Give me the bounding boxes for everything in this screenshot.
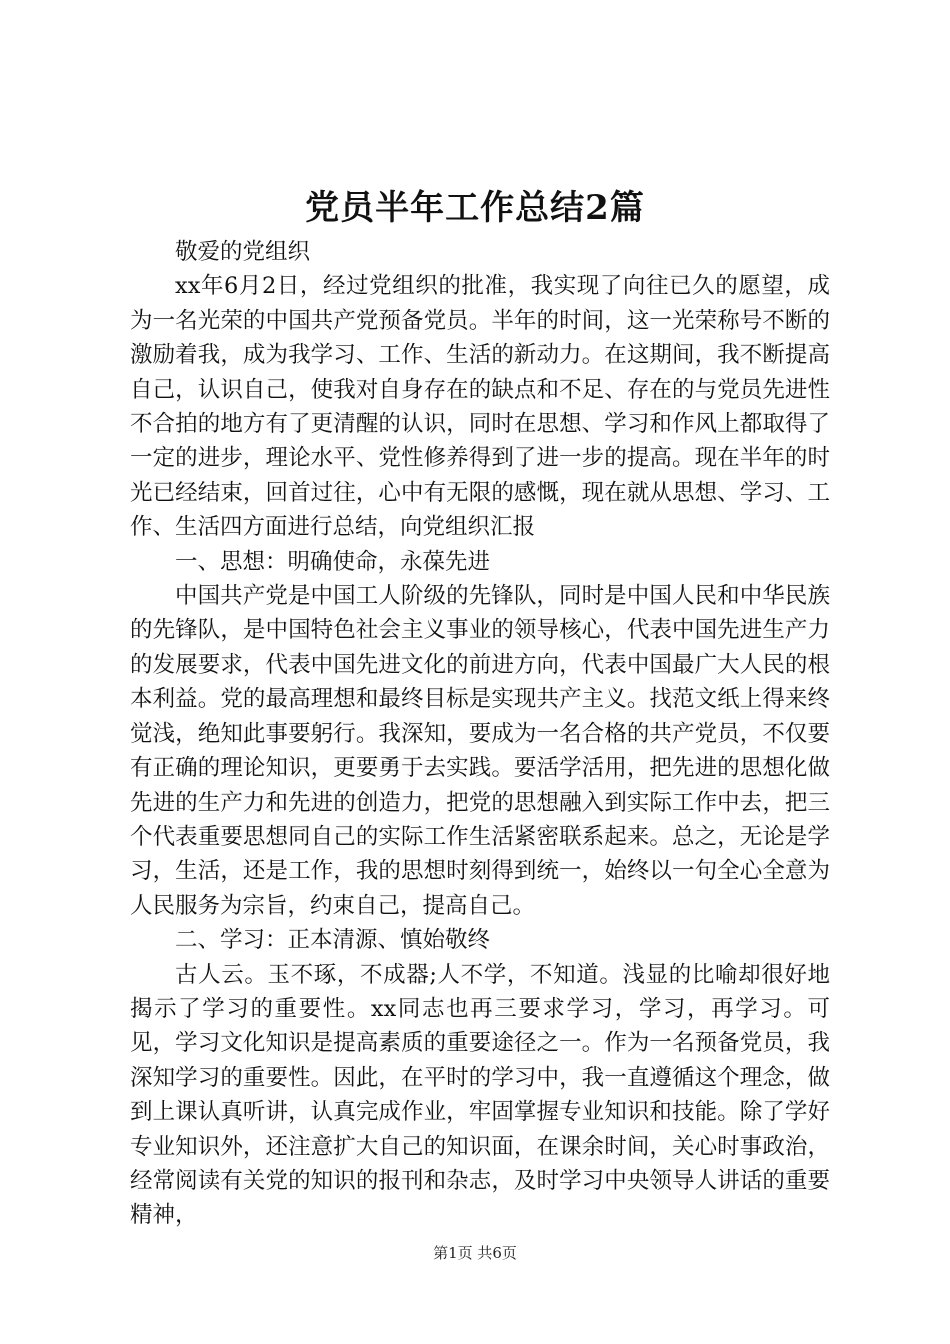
section-paragraph-study: 古人云。玉不琢，不成器;人不学，不知道。浅显的比喻却很好地揭示了学习的重要性。xx同志也再三要求学习，学习，再学习。可见，学习文化知识是提高素质的重要途径之一。作为一名预备党员，我深知学习的重要性。因此，在平时的学习中，我一直遵循这个理念，做到上课认真听讲，认真完成作业，牢固掌握专业知识和技能。除了学好专业知识外，还注意扩大自己的知识面，在课余时间，关心时事政治，经常阅读有关党的知识的报刊和杂志，及时学习中央领导人讲话的重要精神， (130, 961, 830, 1229)
salutation: 敬爱的党组织 (175, 239, 311, 265)
document-body (130, 235, 830, 1233)
document-title: 党员半年工作总结2篇 (305, 188, 645, 228)
section-heading-study: 二、学习：正本清源、慎始敬终 (175, 927, 491, 954)
section-paragraph-thought: 中国共产党是中国工人阶级的先锋队，同时是中国人民和中华民族的先锋队，是中国特色社会主义事业的领导核心，代表中国先进生产力的发展要求，代表中国先进文化的前进方向，代表中国最广大人民的根本利益。党的最高理想和最终目标是实现共产主义。找范文纸上得来终觉浅，绝知此事要躬行。我深知，要成为一名合格的共产党员，不仅要有正确的理论知识，更要勇于去实践。要活学活用，把先进的思想化做先进的生产力和先进的创造力，把党的思想融入到实际工作中去，把三个代表重要思想同自己的实际工作生活紧密联系起来。总之，无论是学习，生活，还是工作，我的思想时刻得到统一，始终以一句全心全意为人民服务为宗旨，约束自己，提高自己。 (130, 583, 830, 919)
section-heading-thought: 一、思想：明确使命，永葆先进 (175, 548, 491, 575)
page-number-footer: 第1页 共6页 (433, 1244, 517, 1262)
intro-paragraph: xx年6月2日，经过党组织的批准，我实现了向往已久的愿望，成为一名光荣的中国共产党预备党员。半年的时间，这一光荣称号不断的激励着我，成为我学习、工作、生活的新动力。在这期间，我不断提高自己，认识自己，使我对自身存在的缺点和不足、存在的与党员先进性不合拍的地方有了更清醒的认识，同时在思想、学习和作风上都取得了一定的进步，理论水平、党性修养得到了进一步的提高。现在半年的时光已经结束，回首过往，心中有无限的感慨，现在就从思想、学习、工作、生活四方面进行总结，向党组织汇报 (130, 273, 830, 541)
